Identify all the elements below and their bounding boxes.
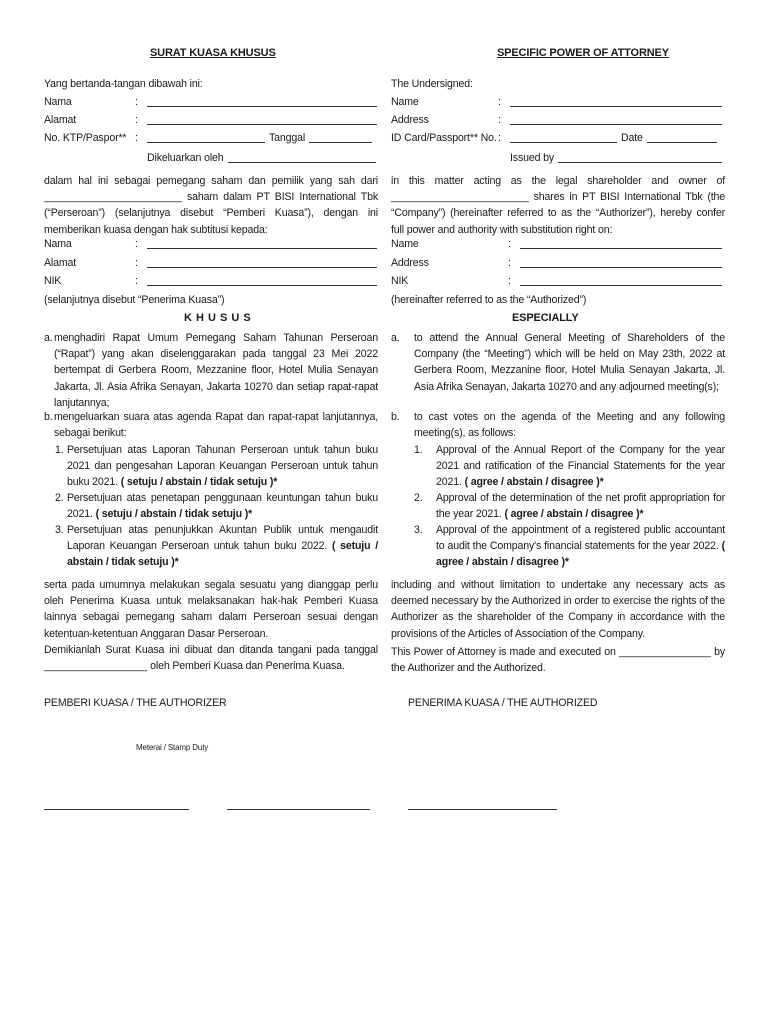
left-field-alamat-line[interactable] — [147, 114, 377, 125]
left-sub-3-vote: ( setuju / abstain / tidak setuju )* — [67, 540, 378, 569]
right-title: SPECIFIC POWER OF ATTORNEY — [497, 47, 669, 59]
left-para-3: Demikianlah Surat Kuasa ini dibuat dan ditanda tangani pada tanggal __________________ oleh Pemberi Kuasa dan Penerima Kuasa. — [44, 644, 378, 673]
left-field2-alamat-line[interactable] — [147, 257, 377, 268]
right-date-line[interactable] — [647, 132, 717, 143]
left-tanggal-label: Tanggal — [269, 132, 306, 144]
right-para-2: including and without limitation to undertake any necessary acts as deemed necessary by the Authorized in order to exercise the rights of the Authorizer as the shareholder of the Company in accordance with the provisions of the Articles of Association of the Company. — [391, 579, 725, 640]
right-intro: The Undersigned: — [391, 78, 473, 90]
right-date-label: Date — [621, 132, 643, 144]
left-field2-nama[interactable]: Nama : — [44, 238, 377, 250]
right-sub-2: 2. Approval of the determination of the net profit appropriation for the year 2021. ( agree / abstain / disagree )* — [414, 492, 725, 521]
stamp-duty-label: Meterai / Stamp Duty — [136, 743, 209, 752]
right-field2-nik-line[interactable] — [520, 275, 722, 286]
right-field-address-line[interactable] — [510, 114, 722, 125]
right-field-address[interactable]: Address : — [391, 114, 722, 126]
right-item-b: b. to cast votes on the agenda of the Meeting and any following meeting(s), as follows: — [391, 411, 725, 440]
right-field2-name[interactable]: Name : — [391, 238, 722, 250]
right-field-name-line[interactable] — [510, 96, 722, 107]
right-issued-line[interactable] — [558, 152, 722, 163]
left-after-fields: (selanjutnya disebut “Penerima Kuasa”) — [44, 294, 225, 306]
right-field-issued[interactable]: Issued by — [510, 152, 722, 164]
right-sub-3-vote: ( agree / abstain / disagree )* — [436, 540, 725, 569]
right-heading-especially: ESPECIALLY — [512, 312, 579, 324]
signature-line-authorizer-2[interactable] — [227, 808, 370, 810]
left-field2-nik[interactable]: NIK : — [44, 275, 377, 287]
left-item-a: a. menghadiri Rapat Umum Pemegang Saham Tahunan Perseroan (“Rapat”) yang akan diselenggarakan pada tanggal 23 Mei 2022 bertempat di Gerbera Room, Mezzanine floor, Hotel Mulia Senayan Jakarta, Jl. Asia Afrika Senayan, Jakarta 10270 dan setiap rapat-rapat lanjutannya; — [44, 332, 378, 409]
right-field2-address-line[interactable] — [520, 257, 722, 268]
left-tanggal-line[interactable] — [309, 132, 372, 143]
left-intro: Yang bertanda-tangan dibawah ini: — [44, 78, 203, 90]
right-field2-name-line[interactable] — [520, 238, 722, 249]
left-sub-3: 3. Persetujuan atas penunjukkan Akuntan Publik untuk mengaudit Laporan Keuangan Perseroan untuk tahun buku 2022. ( setuju / abstain / tidak setuju )* — [55, 524, 378, 569]
left-sub-1-vote: ( setuju / abstain / tidak setuju )* — [120, 476, 278, 489]
left-field2-nik-line[interactable] — [147, 275, 377, 286]
signature-authorizer-label: PEMBERI KUASA / THE AUTHORIZER — [44, 697, 227, 709]
right-field2-nik[interactable]: NIK : — [391, 275, 722, 287]
right-field2-address[interactable]: Address : — [391, 257, 722, 269]
signature-line-authorizer-1[interactable] — [44, 808, 189, 810]
right-sub-2-vote: ( agree / abstain / disagree )* — [504, 508, 644, 521]
right-field-name[interactable]: Name : — [391, 96, 722, 108]
left-field-alamat[interactable]: Alamat : — [44, 114, 377, 126]
right-sub-1: 1. Approval of the Annual Report of the Company for the year 2021 and ratification of the Financial Statements for the year 2021. ( agree / abstain / disagree )* — [414, 444, 725, 489]
right-para-3: This Power of Attorney is made and executed on ________________ by the Authorizer and the Authorized. — [391, 646, 725, 675]
right-after-fields: (hereinafter referred to as the “Authorized”) — [391, 294, 587, 306]
left-dikeluarkan-line[interactable] — [228, 152, 376, 163]
right-field-idcard-line[interactable] — [510, 132, 617, 143]
left-field-ktp[interactable]: No. KTP/Paspor** : Tanggal — [44, 132, 372, 144]
left-field2-alamat[interactable]: Alamat : — [44, 257, 377, 269]
right-sub-3: 3. Approval of the appointment of a registered public accountant to audit the Company's financial statements for the year 2022. ( agree / abstain / disagree )* — [414, 524, 725, 569]
signature-authorized-label: PENERIMA KUASA / THE AUTHORIZED — [408, 697, 598, 709]
left-heading-khusus: K H U S U S — [184, 312, 252, 324]
left-field2-nama-line[interactable] — [147, 238, 377, 249]
left-field-ktp-line[interactable] — [147, 132, 265, 143]
left-field-nama[interactable]: Nama : — [44, 96, 377, 108]
left-title: SURAT KUASA KHUSUS — [150, 47, 276, 59]
left-field-nama-line[interactable] — [147, 96, 377, 107]
left-field-dikeluarkan[interactable]: Dikeluarkan oleh — [147, 152, 376, 164]
signature-line-authorized[interactable] — [408, 808, 557, 810]
right-field-idcard[interactable]: ID Card/Passport** No. : Date — [391, 132, 717, 144]
left-sub-2-vote: ( setuju / abstain / tidak setuju )* — [95, 508, 253, 521]
right-para-1: in this matter acting as the legal shareholder and owner of ________________________ shares in PT BISI International Tbk (the “Company”) (hereinafter referred to as the “Authorizer”), hereby confer full power and authority with substitution right on: — [391, 175, 725, 236]
right-item-a: a. to attend the Annual General Meeting of Shareholders of the Company (the “Meeting”) which will be held on May 23th, 2022 at Gerbera Room, Mezzanine floor, Hotel Mulia Senayan Jakarta, Jl. Asia Afrika Senayan, Jakarta 10270 and any adjourned meeting(s); — [391, 332, 725, 393]
left-sub-1: 1. Persetujuan atas Laporan Tahunan Perseroan untuk tahun buku 2021 dan pengesahan Laporan Keuangan Perseroan untuk tahun buku 2021. ( setuju / abstain / tidak setuju )* — [55, 444, 378, 489]
left-para-1: dalam hal ini sebagai pemegang saham dan pemilik yang sah dari ________________________ saham dalam PT BISI International Tbk (“Perseroan”) (selanjutnya disebut “Pemberi Kuasa”), dengan ini memberikan kuasa dengan hak subtitusi kepada: — [44, 175, 378, 236]
left-item-b: b. mengeluarkan suara atas agenda Rapat dan rapat-rapat lanjutannya, sebagai berikut: — [44, 411, 378, 440]
left-sub-2: 2. Persetujuan atas penetapan penggunaan keuntungan tahun buku 2021. ( setuju / abstain / tidak setuju )* — [55, 492, 378, 521]
right-sub-1-vote: ( agree / abstain / disagree )* — [464, 476, 604, 489]
left-para-2: serta pada umumnya melakukan segala sesuatu yang dianggap perlu oleh Penerima Kuasa untuk melaksanakan hak-hak Pemberi Kuasa lainnya sebagai pemegang saham dalam Perseroan sesuai dengan ketentuan-ketentuan Anggaran Dasar Perseroan. — [44, 579, 378, 640]
